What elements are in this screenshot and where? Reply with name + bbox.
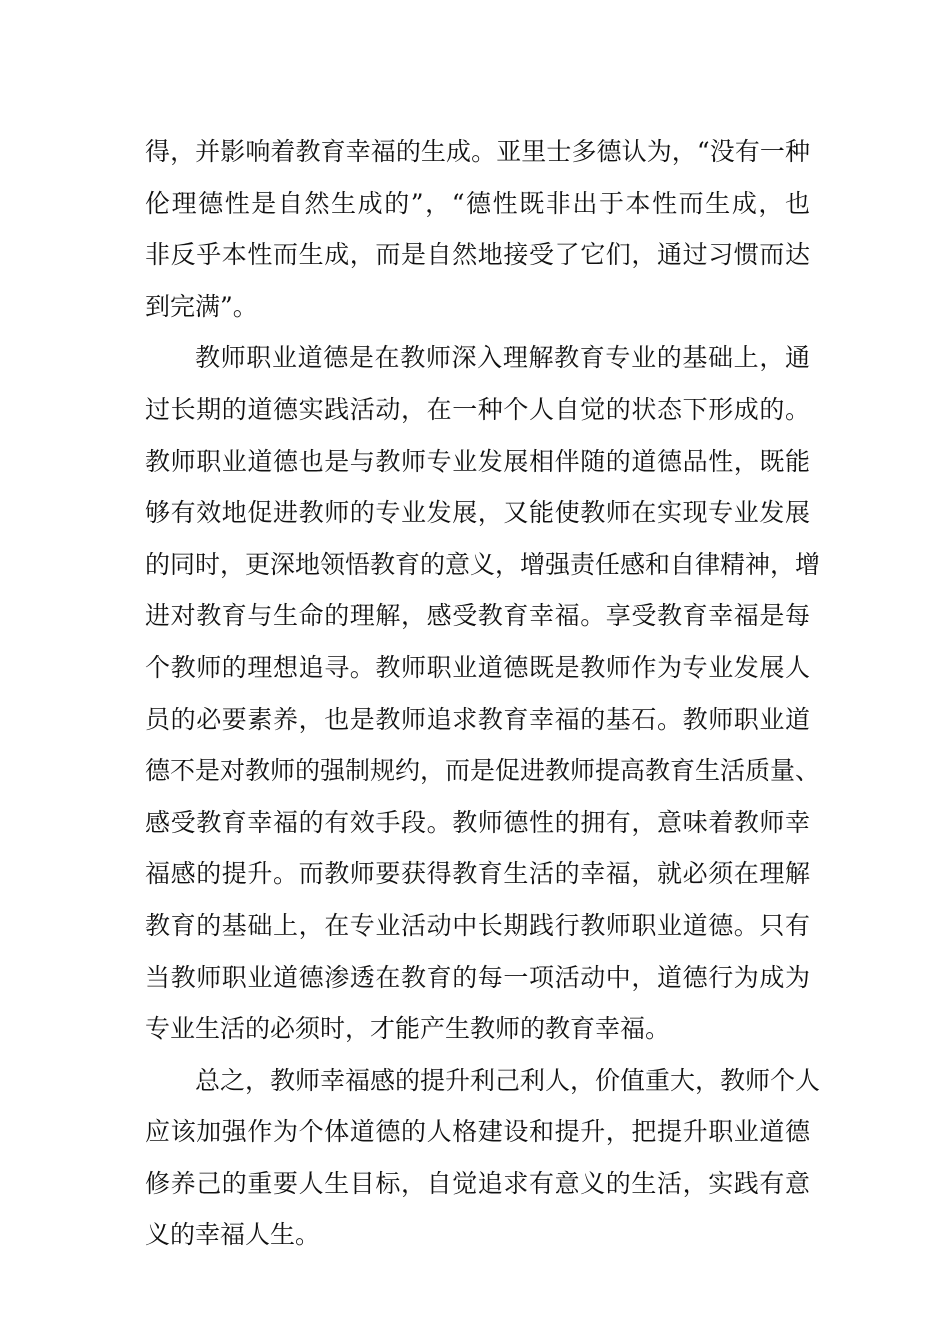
paragraph-2-line-1: 教师职业道德是在教师深入理解教育专业的基础上，通 — [195, 343, 810, 373]
paragraph-2-line-12: 教育的基础上，在专业活动中长期践行教师职业道德。只有 — [145, 910, 810, 940]
paragraph-3-line-1: 总之，教师幸福感的提升利己利人，价值重大，教师个人 — [195, 1065, 821, 1095]
paragraph-2-line-10: 感受教育幸福的有效手段。教师德性的拥有，意味着教师幸 — [145, 807, 810, 837]
paragraph-2-line-3: 教师职业道德也是与教师专业发展相伴随的道德品性，既能 — [145, 446, 810, 476]
paragraph-3-line-2: 应该加强作为个体道德的人格建设和提升，把提升职业道德 — [145, 1117, 810, 1147]
paragraph-2-line-2: 过长期的道德实践活动，在一种个人自觉的状态下形成的。 — [145, 394, 810, 424]
paragraph-2-line-14: 专业生活的必须时，才能产生教师的教育幸福。 — [145, 1014, 671, 1044]
paragraph-2-line-9: 德不是对教师的强制规约，而是促进教师提高教育生活质量、 — [145, 756, 821, 786]
paragraph-3-line-3: 修养己的重要人生目标，自觉追求有意义的生活，实践有意 — [145, 1168, 810, 1198]
paragraph-1-line-2: 伦理德性是自然生成的”，“德性既非出于本性而生成，也 — [145, 188, 810, 218]
paragraph-1-line-4: 到完满”。 — [145, 291, 258, 321]
paragraph-1-line-3: 非反乎本性而生成，而是自然地接受了它们，通过习惯而达 — [145, 240, 810, 270]
paragraph-2-line-8: 员的必要素养，也是教师追求教育幸福的基石。教师职业道 — [145, 704, 810, 734]
paragraph-1-line-1: 得，并影响着教育幸福的生成。亚里士多德认为，“没有一种 — [145, 137, 810, 166]
paragraph-2-line-11: 福感的提升。而教师要获得教育生活的幸福，就必须在理解 — [145, 859, 810, 889]
paragraph-2-line-7: 个教师的理想追寻。教师职业道德既是教师作为专业发展人 — [145, 652, 810, 682]
paragraph-2-line-4: 够有效地促进教师的专业发展，又能使教师在实现专业发展 — [145, 498, 810, 528]
paragraph-2-line-6: 进对教育与生命的理解，感受教育幸福。享受教育幸福是每 — [145, 601, 810, 631]
body-text — [145, 126, 821, 1261]
paragraph-2-line-5: 的同时，更深地领悟教育的意义，增强责任感和自律精神，增 — [145, 549, 821, 579]
paragraph-2-line-13: 当教师职业道德渗透在教育的每一项活动中，道德行为成为 — [145, 962, 810, 992]
paragraph-3-line-4: 义的幸福人生。 — [145, 1220, 321, 1250]
